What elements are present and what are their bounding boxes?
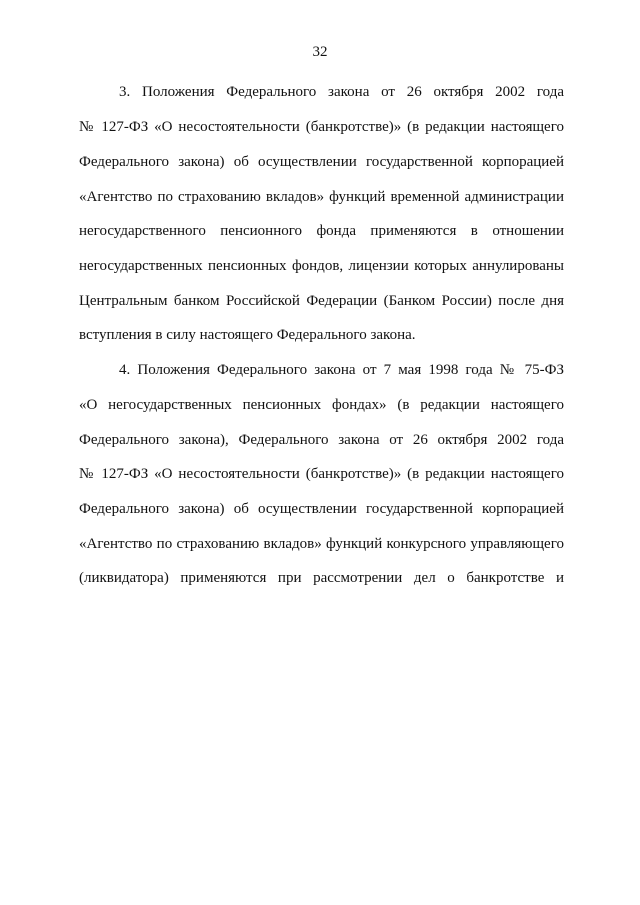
page-number: 32 bbox=[312, 44, 328, 60]
paragraph-line: № 127-ФЗ «О несостоятельности (банкротстве)» (в редакции настоящего bbox=[79, 119, 564, 135]
paragraph-line: вступления в силу настоящего Федерального закона. bbox=[79, 327, 416, 343]
paragraph-line: «О негосударственных пенсионных фондах» (в редакции настоящего bbox=[79, 397, 564, 413]
paragraph-line: «Агентство по страхованию вкладов» функций конкурсного управляющего bbox=[79, 536, 564, 552]
paragraph-line: «Агентство по страхованию вкладов» функций временной администрации bbox=[79, 189, 564, 205]
paragraph-line: № 127-ФЗ «О несостоятельности (банкротстве)» (в редакции настоящего bbox=[79, 466, 564, 482]
paragraph-line: 4. Положения Федерального закона от 7 мая 1998 года № 75-ФЗ bbox=[119, 362, 564, 378]
paragraph-line: 3. Положения Федерального закона от 26 октября 2002 года bbox=[119, 84, 564, 100]
paragraph-line: Федерального закона) об осуществлении государственной корпорацией bbox=[79, 154, 564, 170]
paragraph-line: (ликвидатора) применяются при рассмотрении дел о банкротстве и bbox=[79, 570, 564, 586]
paragraph-line: Федерального закона), Федерального закона от 26 октября 2002 года bbox=[79, 432, 564, 448]
paragraph-line: Федерального закона) об осуществлении государственной корпорацией bbox=[79, 501, 564, 517]
paragraph-line: негосударственного пенсионного фонда применяются в отношении bbox=[79, 223, 564, 239]
paragraph-line: негосударственных пенсионных фондов, лицензии которых аннулированы bbox=[79, 258, 564, 274]
paragraph-line: Центральным банком Российской Федерации (Банком России) после дня bbox=[79, 293, 564, 309]
